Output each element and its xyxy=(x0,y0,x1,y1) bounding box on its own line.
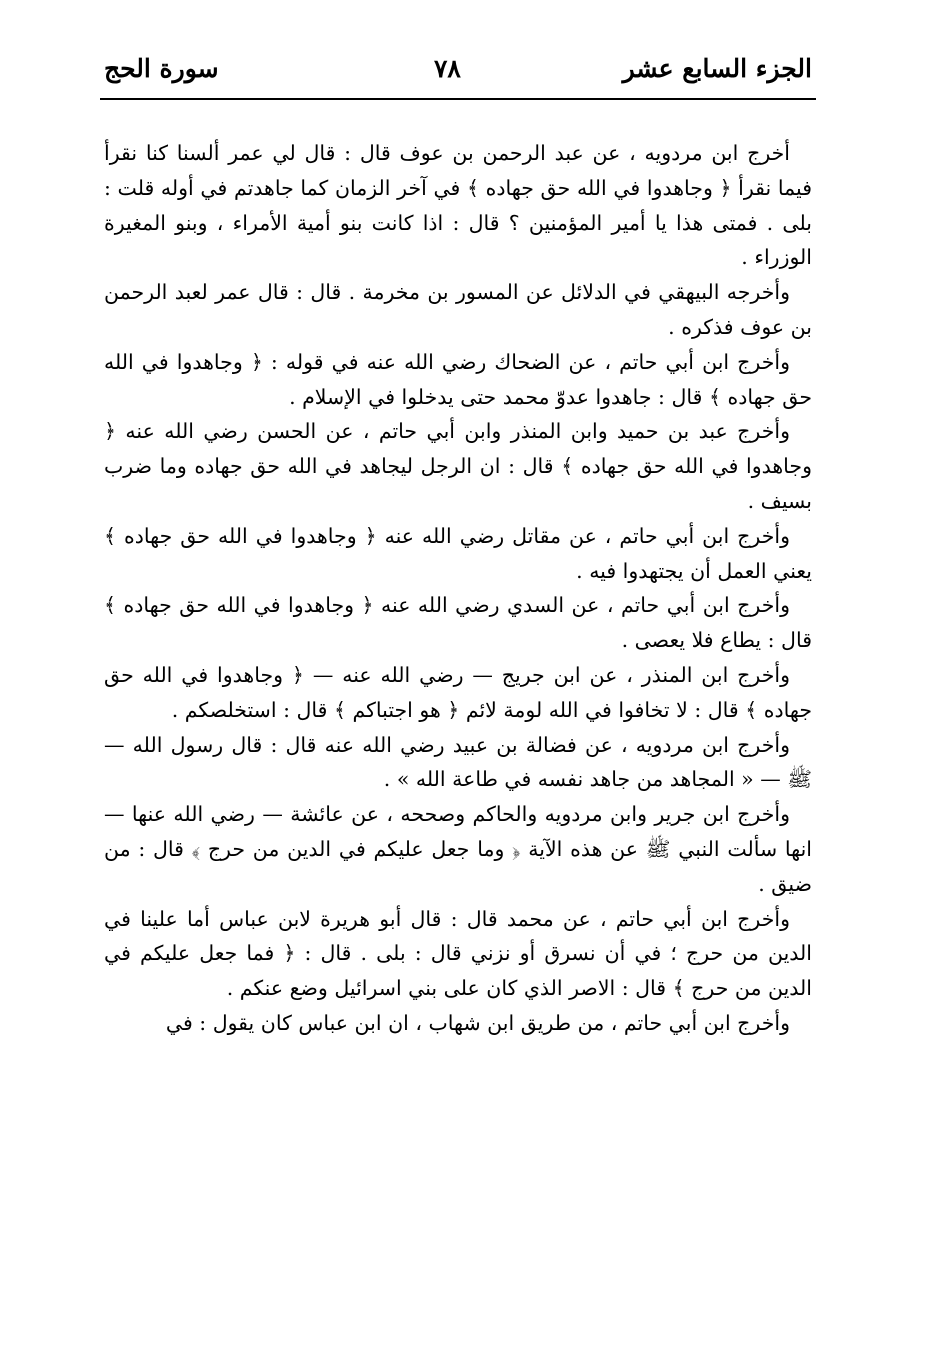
paragraph: وأخرج ابن أبي حاتم ، عن الضحاك رضي الله عنه في قوله : ﴿ وجاهدوا في الله حق جهاده ﴾ قال : جاهدوا عدوّ محمد حتى يدخلوا في الإسلام . xyxy=(104,349,812,409)
running-header xyxy=(104,54,812,98)
surah-title: سورة الحج xyxy=(104,54,219,83)
paragraph: وأخرج ابن أبي حاتم ، عن مقاتل رضي الله عنه ﴿ وجاهدوا في الله حق جهاده ﴾ يعني العمل أن يجتهدوا فيه . xyxy=(104,523,812,583)
paragraph: وأخرج ابن أبي حاتم ، من طريق ابن شهاب ، ان ابن عباس كان يقول : في xyxy=(165,1010,790,1035)
part-title: الجزء السابع عشر xyxy=(622,54,812,83)
paragraph: وأخرج ابن مردويه ، عن فضالة بن عبيد رضي الله عنه قال : قال رسول الله — ﷺ — « المجاهد من جاهد نفسه في طاعة الله » . xyxy=(104,732,812,792)
paragraph: أخرج ابن مردويه ، عن عبد الرحمن بن عوف قال : قال لي عمر ألسنا كنا نقرأ فيما نقرأ ﴿ وجاهدوا في الله حق جهاده ﴾ في آخر الزمان كما جاهدتم في أوله قلت : بلى . فمتى هذا يا أمير المؤمنين ؟ قال : اذا كانت بنو أمية الأمراء ، وبنو المغيرة الوزراء . xyxy=(104,141,812,270)
main-text xyxy=(104,136,812,1041)
paragraph: وأخرج ابن أبي حاتم ، عن محمد قال : قال أبو هريرة لابن عباس أما علينا في الدين من حرج ؛ في أن نسرق أو نزني قال : بلى . قال : ﴿ فما جعل عليكم في الدين من حرج ﴾ قال : الاصر الذي كان على بني اسرائيل وضع عنكم . xyxy=(104,906,812,1001)
paragraph: وأخرج ابن أبي حاتم ، عن السدي رضي الله عنه ﴿ وجاهدوا في الله حق جهاده ﴾ قال : يطاع فلا يعصى . xyxy=(104,593,812,653)
paragraph: وأخرج عبد بن حميد وابن المنذر وابن أبي حاتم ، عن الحسن رضي الله عنه ﴿ وجاهدوا في الله حق جهاده ﴾ قال : ان الرجل ليجاهد في الله حق جهاده وما ضرب بسيف . xyxy=(104,419,812,513)
paragraph: وأخرج ابن المنذر ، عن ابن جريج — رضي الله عنه — ﴿ وجاهدوا في الله حق جهاده ﴾ قال : لا تخافوا في الله لومة لائم ﴿ هو اجتباكم ﴾ قال : استخلصكم . xyxy=(104,662,812,722)
paragraph: وأخرج ابن جرير وابن مردويه والحاكم وصححه ، عن عائشة — رضي الله عنها — انها سألت النبي ﷺ عن هذه الآية ﴿ وما جعل عليكم في الدين من حرج ﴾ قال : من ضيق . xyxy=(104,802,812,896)
paragraph: وأخرجه البيهقي في الدلائل عن المسور بن مخرمة . قال : قال عمر لعبد الرحمن بن عوف فذكره . xyxy=(104,280,812,339)
page-number: ٧٨ xyxy=(434,54,461,83)
header-divider xyxy=(100,98,816,100)
